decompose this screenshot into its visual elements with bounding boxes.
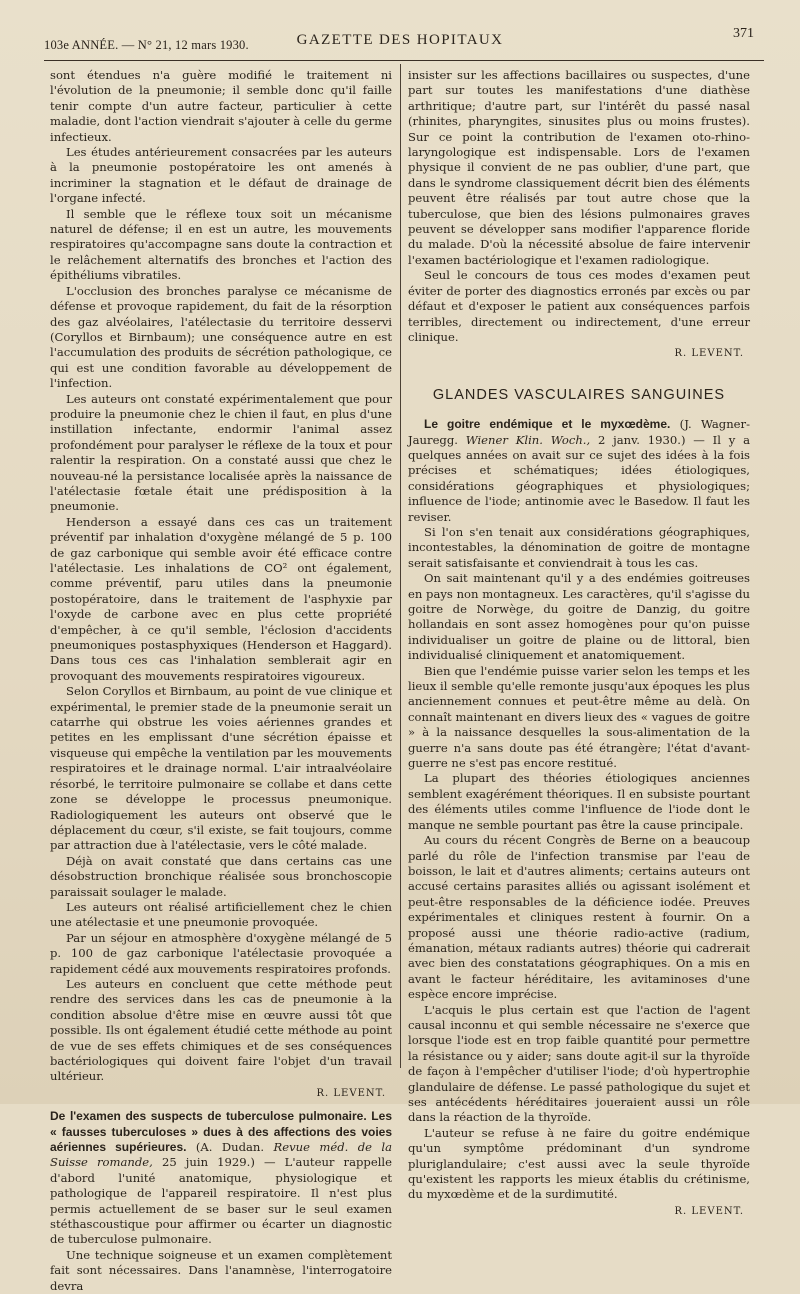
paragraph: Les auteurs en concluent que cette méthode peut rendre des services dans les cas de pneumonie à la condition absolue d'être mise en œuvre aussi tôt que possible. Ils ont également étudié cette méthode au point de vue de ses effets chimiques et de ses conséquences bactériologiques qui doivent faire l'objet d'un travail ultérieur. bbox=[50, 976, 392, 1084]
section-heading: GLANDES VASCULAIRES SANGUINES bbox=[432, 386, 726, 403]
column-divider bbox=[400, 64, 401, 1068]
article-title: Le goitre endémique et le myxœdème. bbox=[424, 417, 671, 432]
paragraph: Seul le concours de tous ces modes d'examen peut éviter de porter des diagnostics erronés par excès ou par défaut et d'exposer le patient aux conséquences parfois terribles, directement ou indirectement, d'une erreur clinique. bbox=[408, 268, 750, 344]
author-signature: R. LEVENT. bbox=[316, 1087, 386, 1099]
paragraph: La plupart des théories étiologiques anciennes semblent exagérément théoriques. Il en subsiste pourtant des éléments utiles comme l'influence de l'iode dont le manque ne semble pourtant pas être la cause principale. bbox=[408, 771, 750, 832]
paragraph: Par un séjour en atmosphère d'oxygène mélangé de 5 p. 100 de gaz carbonique l'atélectasie provoquée a rapidement cédé aux mouvements respiratoires profonds. bbox=[50, 930, 392, 976]
journal-title: GAZETTE DES HOPITAUX bbox=[296, 32, 504, 48]
paragraph: L'occlusion des bronches paralyse ce mécanisme de défense et provoque rapidement, du fait de la résorption des gaz alvéolaires, l'atélectasie du territoire desservi (Coryllos et Birnbaum); une conséquence autre en est l'accumulation des produits de sécrétion pathologique, ce qui est une condition favorable au développement de l'infection. bbox=[50, 283, 392, 391]
article-reference-body: 25 juin 1929.) — L'auteur rappelle d'abord l'unité anatomique, physiologique et pathologique de l'appareil respiratoire. Il n'est plus permis actuellement de se baser sur le seul examen stéthascoustique pour affirmer ou écarter un diagnostic de tuberculose pulmonaire. bbox=[50, 1155, 392, 1247]
article-reference-journal: Wiener Klin. Woch., bbox=[465, 432, 591, 447]
author-signature: R. LEVENT. bbox=[674, 1205, 744, 1217]
page-number: 371 bbox=[733, 26, 754, 41]
paragraph: On sait maintenant qu'il y a des endémies goitreuses en pays non montagneux. Les caractères, qu'il s'agisse du goitre de Norwège, du goitre de Danzig, du goitre hollandais en sont assez homogènes pour qu'on puisse individualiser un goitre de plaine ou de littoral, bien individualisé cliniquement et anatomiquement. bbox=[408, 571, 750, 663]
paragraph: Il semble que le réflexe toux soit un mécanisme naturel de défense; il en est un autre, les mouvements respiratoires qu'accompagne sans doute la contraction et le relâchement alternatifs des bronches et l'action des épithéliums vibratiles. bbox=[50, 206, 392, 283]
paragraph: Selon Coryllos et Birnbaum, au point de vue clinique et expérimental, le premier stade de la pneumonie serait un catarrhe qui obstrue les voies aériennes grandes et petites en les emplissant d'une sécrétion épaisse et visqueuse qui empêche la ventilation par les mouvements respiratoires et le drainage normal. L'air intraalvéolaire résorbé, le territoire pulmonaire se collabe et dans cette zone se développe le processus pneumonique. Radiologiquement les auteurs ont observé que le déplacement du cœur, s'il existe, se fait toujours, comme par attraction due à l'atélectasie, vers le côté malade. bbox=[50, 684, 392, 853]
article-abstract bbox=[50, 1109, 392, 1248]
article-abstract bbox=[408, 417, 750, 525]
left-column bbox=[50, 68, 392, 1294]
paragraph: L'acquis le plus certain est que l'action de l'agent causal inconnu et qui semble nécessaire ne s'exerce que lorsque l'iode est en trop faible quantité pour permettre la résistance ou y aider; sans doute agit-il sur la thyroïde de façon à l'empêcher d'utiliser l'iode; d'où hypertrophie glandulaire de défense. Le passé pathologique du sujet et ses antécédents héréditaires joueraient aussi un rôle dans la réaction de la thyroïde. bbox=[408, 1002, 750, 1125]
paragraph: Henderson a essayé dans ces cas un traitement préventif par inhalation d'oxygène mélangé de 5 p. 100 de gaz carbonique qui semble avoir été efficace contre l'atélectasie. Les inhalations de CO² ont également, comme préventif, paru utiles dans la pneumonie postopératoire, dans le traitement de l'asphyxie par l'oxyde de carbone avec en plus cette propriété d'empêcher, à ce qu'il semble, l'éclosion d'accidents pneumoniques postasphyxiques (Henderson et Haggard). Dans tous ces cas l'inhalation semblerait agir en provoquant des mouvements respiratoires vigoureux. bbox=[50, 514, 392, 683]
paragraph: Les études antérieurement consacrées par les auteurs à la pneumonie postopératoire les ont amenés à incriminer la stagnation et le défaut de drainage de l'organe infecté. bbox=[50, 145, 392, 206]
paragraph: Bien que l'endémie puisse varier selon les temps et les lieux il semble qu'elle remonte jusqu'aux époques les plus anciennement connues et peut-être même au delà. On connaît maintenant en divers lieux des « vagues de goitre » à la naissance desquelles la sous-alimentation de la guerre n'a sans doute pas été étrangère; l'état d'avant-guerre ne s'est pas encore restitué. bbox=[408, 663, 750, 771]
paragraph: Les auteurs ont constaté expérimentalement que pour produire la pneumonie chez le chien il faut, en plus d'une instillation infectante, endormir l'animal assez profondément pour paralyser le réflexe de la toux et pour ralentir la respiration. On a constaté aussi que chez le nouveau-né la persistance localisée après la naissance de l'atélectasie fœtale était une prédisposition à la pneumonie. bbox=[50, 391, 392, 514]
paragraph: Si l'on s'en tenait aux considérations géographiques, incontestables, la dénomination de goitre de montagne serait satisfaisante et conviendrait à tous les cas. bbox=[408, 524, 750, 570]
article-reference-author: (A. Dudan. bbox=[195, 1140, 265, 1155]
issue-info: 103e ANNÉE. — N° 21, 12 mars 1930. bbox=[44, 38, 249, 52]
paragraph: Les auteurs ont réalisé artificiellement chez le chien une atélectasie et une pneumonie provoquée. bbox=[50, 899, 392, 930]
paragraph: L'auteur se refuse à ne faire du goitre endémique qu'un symptôme prédominant d'un syndrome pluriglandulaire; c'est aussi avec la seule thyroïde qu'existent les rapports les mieux établis du crétinisme, du myxœdème et de la surdimutité. bbox=[408, 1125, 750, 1202]
running-header bbox=[44, 26, 756, 56]
paragraph: sont étendues n'a guère modifié le traitement ni l'évolution de la pneumonie; il semble donc qu'il faille tenir compte d'un autre facteur, particulier à cette maladie, dont l'action viendrait s'ajouter à celle du germe infectieux. bbox=[50, 68, 392, 144]
article-reference-author: (J. Wagner-Jauregg. bbox=[408, 417, 750, 447]
header-rule bbox=[44, 60, 764, 61]
paragraph: Déjà on avait constaté que dans certains cas une désobstruction bronchique réalisée sous bronchoscopie paraissait soulager le malade. bbox=[50, 853, 392, 899]
paragraph: Au cours du récent Congrès de Berne on a beaucoup parlé du rôle de l'infection transmise par l'eau de boisson, le lait et d'autres aliments; certains auteurs ont accusé certains parasites alliés ou agissant isolément et peut-être responsables de la déficience iodée. Preuves expérimentales et cliniques restent à fournir. On a proposé aussi une théorie radio-active (radium, émanation, métaux radiants autres) théorie qui cadrerait avec bien des constatations géographiques. On a mis en avant le facteur héréditaire, les avitaminoses d'une espèce encore imprécise. bbox=[408, 833, 750, 1002]
article-reference-body: 2 janv. 1930.) — Il y a quelques années on avait sur ce sujet des idées à la fois précises et schématiques; idées étiologiques, considérations géographiques et physiologiques; influence de l'iode; antinomie avec le Basedow. Il faut les reviser. bbox=[408, 432, 750, 524]
article-reference-journal: Revue méd. de la Suisse romande, bbox=[50, 1140, 393, 1170]
right-column bbox=[408, 68, 750, 1227]
paragraph: Une technique soigneuse et un examen complètement fait sont nécessaires. Dans l'anamnèse, l'interrogatoire devra bbox=[50, 1247, 392, 1293]
author-signature: R. LEVENT. bbox=[674, 348, 744, 360]
paragraph: insister sur les affections bacillaires ou suspectes, d'une part sur toutes les manifestations d'une diathèse arthritique; d'autre part, sur l'intérêt du passé nasal (rhinites, pharyngites, sinusites plus ou moins frustes). Sur ce point la contribution de l'examen oto-rhino-laryngologique est indispensable. Lors de l'examen physique il convient de ne pas oublier, d'une part, que dans le syndrome classiquement décrit bien des éléments peuvent être réalisés par tout autre chose que la tuberculose, que bien des lésions pulmonaires graves peuvent se développer sans modifier l'apparence floride du malade. D'où la nécessité absolue de faire intervenir l'examen bactériologique et l'examen radiologique. bbox=[408, 68, 750, 267]
article-title: De l'examen des suspects de tuberculose pulmonaire. Les « fausses tuberculoses » dues à des affections des voies aériennes supérieures. bbox=[50, 1109, 392, 1155]
